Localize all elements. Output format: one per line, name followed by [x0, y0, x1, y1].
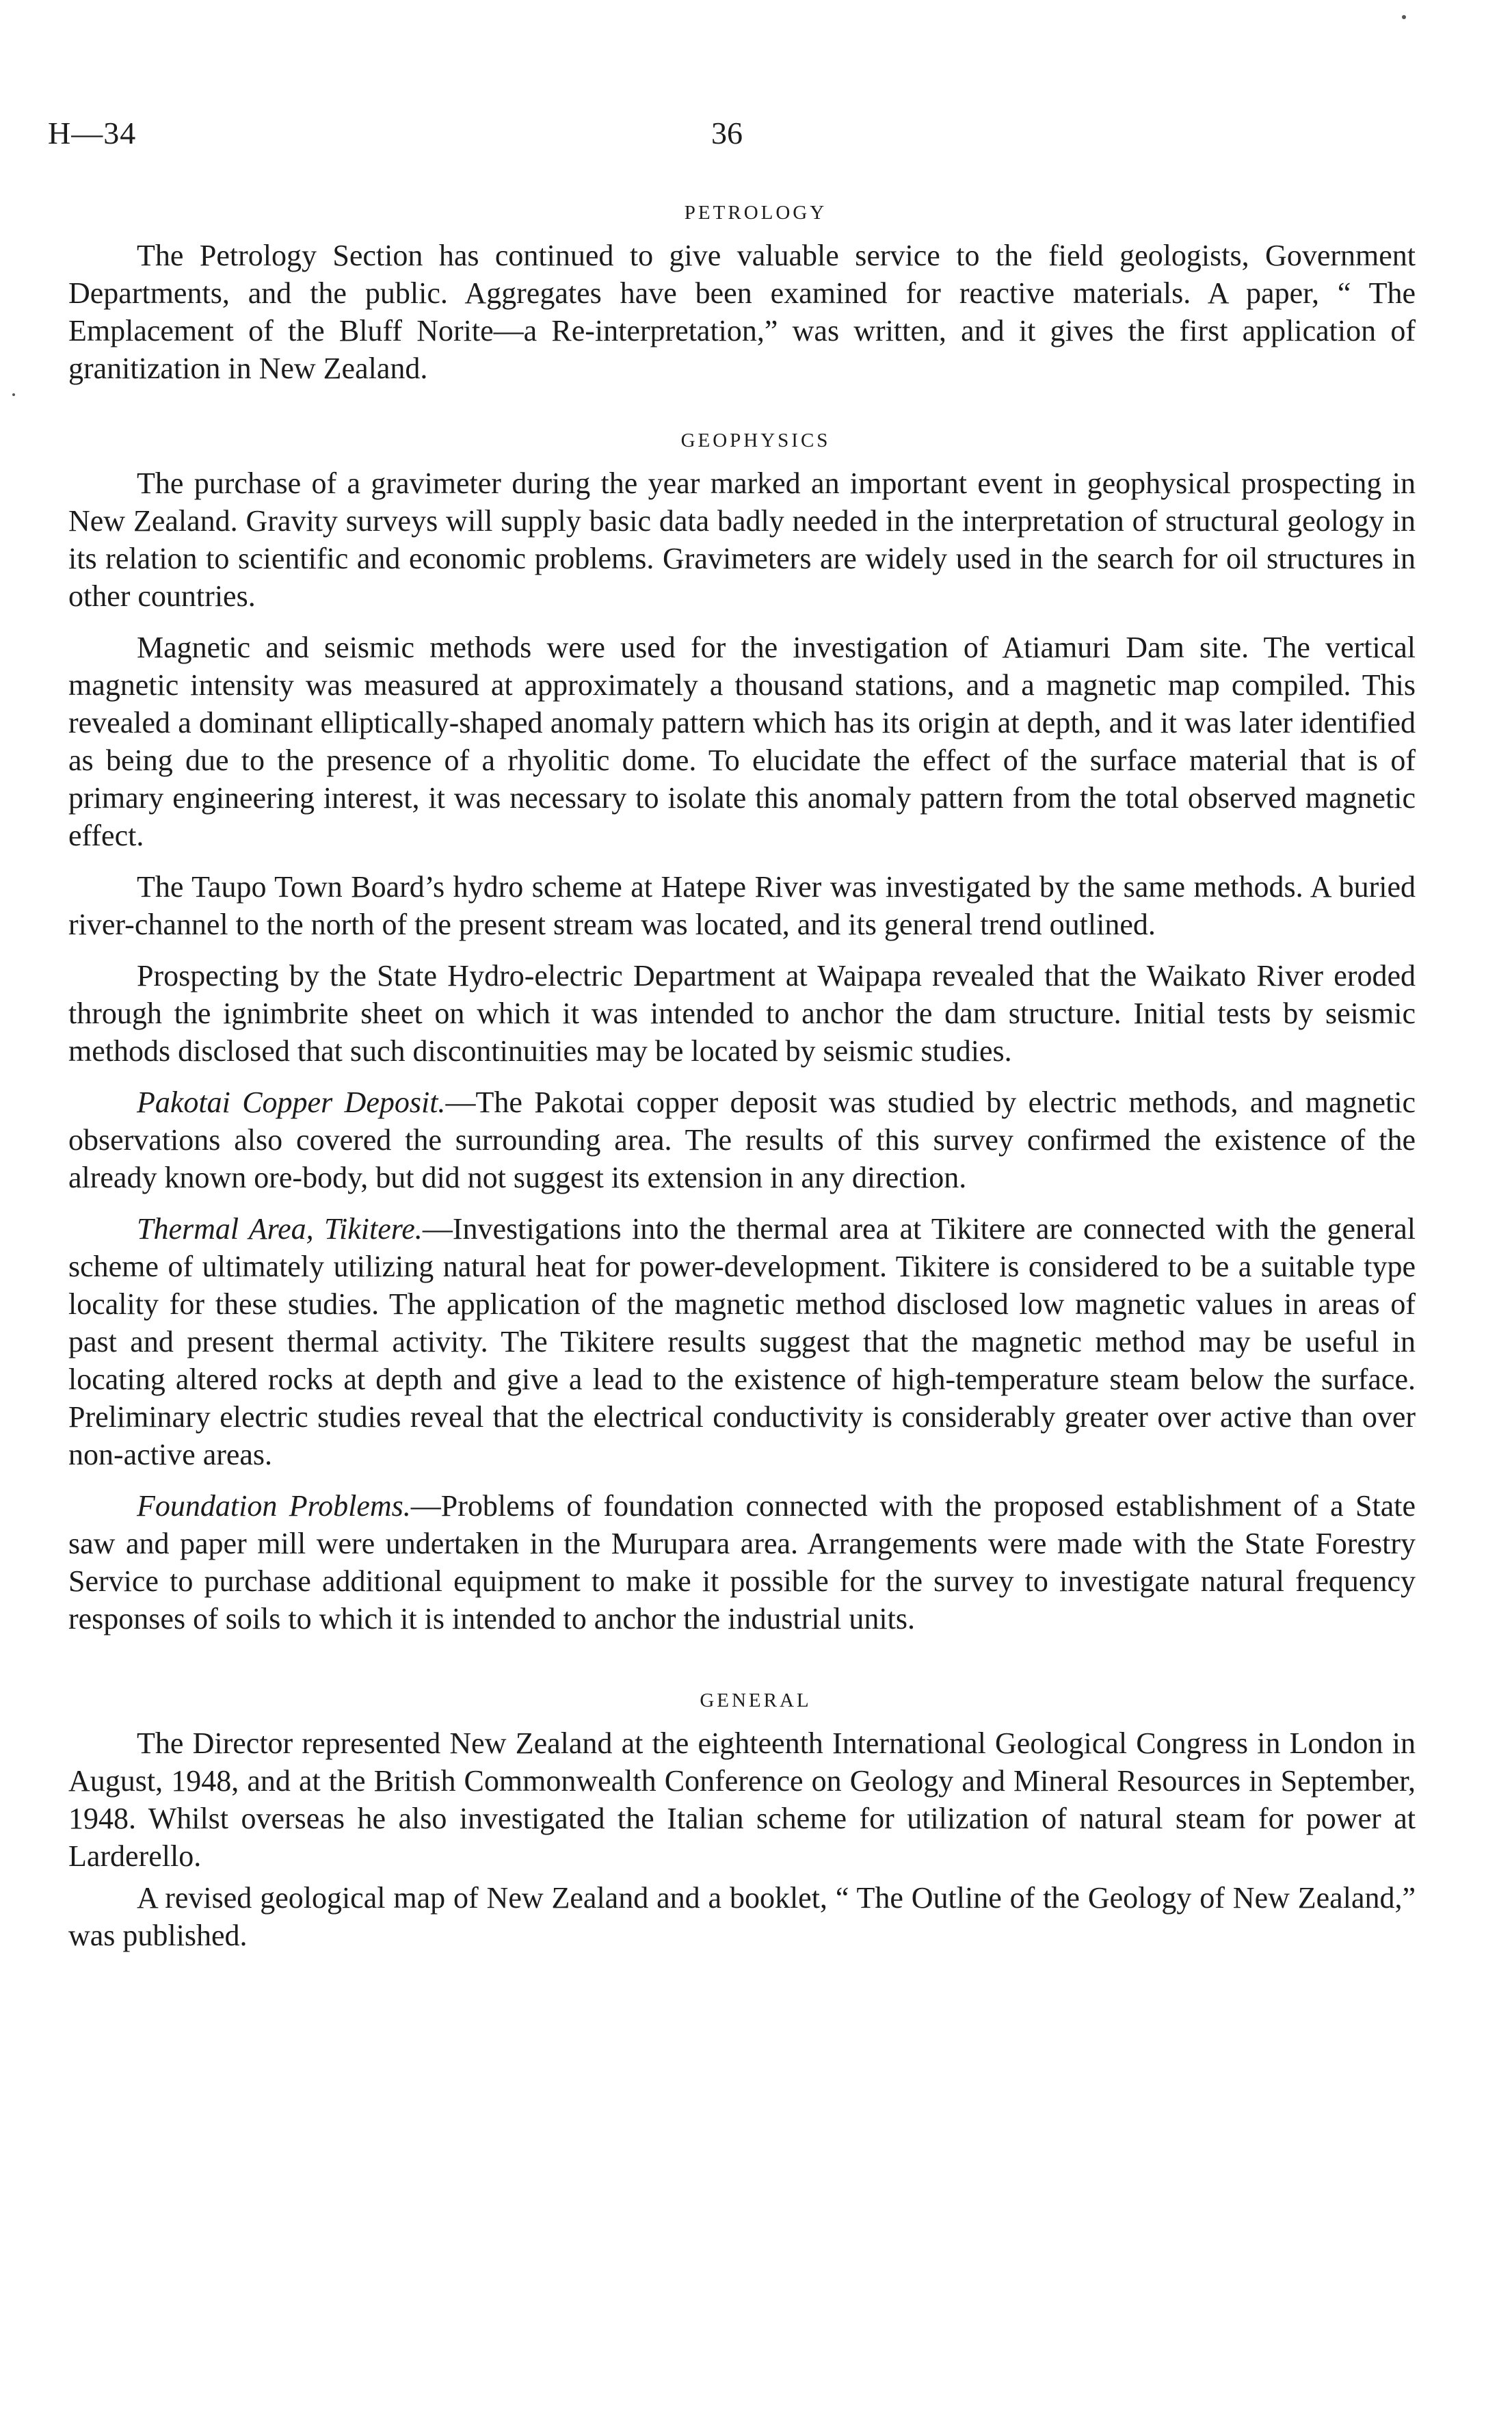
paragraph-body: —Problems of foundation connected with the proposed establishment of a State saw and paper mill were undertaken in the Murupara area. Arrangements were made with the State Forestry Service to purchase additional equipment to make it possible for the survey to investigate natural frequency responses of soils to which it is intended to anchor the industrial units. — [68, 1489, 1416, 1635]
paragraph: Prospecting by the State Hydro-electric Department at Waipapa revealed that the Waikato River eroded through the ignimbrite sheet on which it was intended to anchor the dam structure. Initial tests by seismic methods disclosed that such discontinuities may be located by seismic studies. — [68, 959, 1416, 1068]
paragraph: The Director represented New Zealand at the eighteenth International Geological Congress in London in August, 1948, and at the British Commonwealth Conference on Geology and Mineral Resources in September, 1948. Whilst overseas he also investigated the Italian scheme for utilization of natural steam for power at Larderello. — [68, 1726, 1416, 1873]
paragraph: Magnetic and seismic methods were used for the investigation of Atiamuri Dam site. The vertical magnetic intensity was measured at approximately a thousand stations, and a magnetic map compiled. This revealed a dominant elliptically-shaped anomaly pattern which has its origin at depth, and it was later identified as being due to the presence of a rhyolitic dome. To elucidate the effect of the surface material that is of primary engineering interest, it was necessary to isolate this anomaly pattern from the total observed magnetic effect. — [68, 631, 1416, 852]
paragraph: The purchase of a gravimeter during the year marked an important event in geophysical prospecting in New Zealand. Gravity surveys will supply basic data badly needed in the interpretation of structural geology in its relation to scientific and economic problems. Gravimeters are widely used in the search for oil structures in other countries. — [68, 466, 1416, 613]
page-number: 36 — [711, 116, 743, 150]
paragraph: The Taupo Town Board’s hydro scheme at Hatepe River was investigated by the same methods. A buried river-channel to the north of the present stream was located, and its general trend outlined. — [68, 870, 1416, 941]
document-reference: H—34 — [48, 116, 137, 150]
section-general — [68, 1690, 1416, 1954]
paragraph-body: —Investigations into the thermal area at Tikitere are connected with the general scheme of ultimately utilizing natural heat for power-development. Tikitere is considered to be a suitable type locality for these studies. The application of the magnetic method disclosed low magnetic values in areas of past and present thermal activity. The Tikitere results suggest that the magnetic method may be useful in locating altered rocks at depth and give a lead to the existence of high-temperature steam below the surface. Preliminary electric studies reveal that the electrical conductivity is considerably greater over active than over non-active areas. — [68, 1212, 1416, 1471]
scan-speck — [12, 393, 15, 396]
paragraph-tikitere — [68, 1210, 1416, 1473]
paragraph-body: —The Pakotai copper deposit was studied by electric methods, and magnetic observations also covered the surrounding area. The results of this survey confirmed the existence of the already known ore-body, but did not suggest its extension in any direction. — [68, 1086, 1416, 1194]
paragraph-pakotai — [68, 1083, 1416, 1196]
paragraph-foundation — [68, 1487, 1416, 1638]
page-header — [48, 115, 1416, 156]
section-petrology — [68, 202, 1416, 387]
run-in-heading: Pakotai Copper Deposit. — [137, 1086, 446, 1119]
section-heading: PETROLOGY — [684, 202, 827, 224]
section-heading: GENERAL — [700, 1690, 812, 1711]
run-in-heading: Foundation Problems. — [137, 1489, 411, 1523]
section-heading: GEOPHYSICS — [680, 430, 831, 451]
page-body — [68, 202, 1416, 1968]
paragraph: The Petrology Section has continued to give valuable service to the field geologists, Government Departments, and the public. Aggregates have been examined for reactive materials. A paper, “ The Emplacement of the Bluff Norite—a Re-interpretation,” was written, and it gives the first application of granitization in New Zealand. — [68, 239, 1416, 385]
paragraph: A revised geological map of New Zealand and a booklet, “ The Outline of the Geology of New Zealand,” was published. — [68, 1881, 1416, 1952]
scan-speck — [1402, 15, 1406, 19]
section-geophysics — [68, 430, 1416, 1638]
run-in-heading: Thermal Area, Tikitere. — [137, 1212, 423, 1246]
